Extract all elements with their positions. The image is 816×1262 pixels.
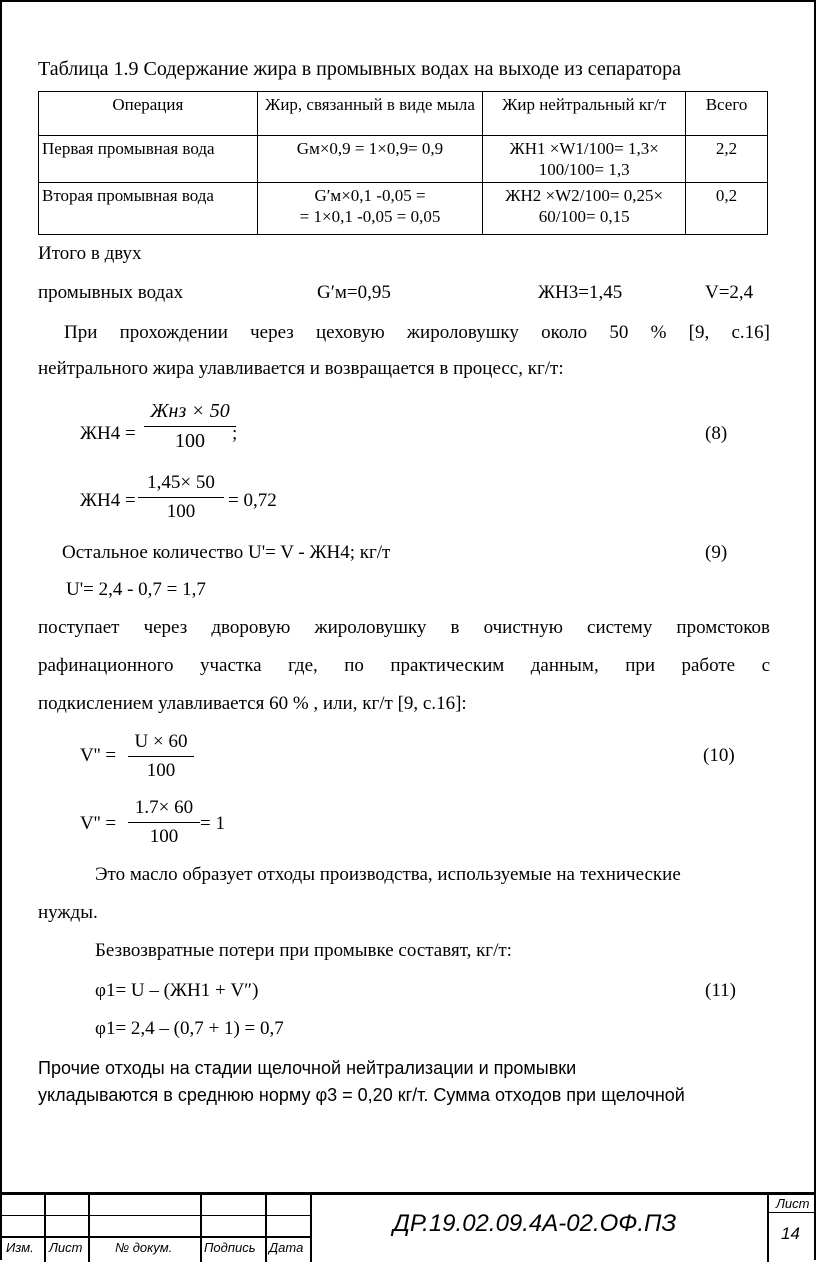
totals-zh: ЖН3=1,45	[538, 282, 623, 303]
table-header-row	[39, 92, 768, 136]
eq10-fraction	[128, 731, 194, 782]
eq8b-lhs: ЖН4 =	[80, 490, 136, 511]
stamp-col-doc: № докум.	[115, 1240, 173, 1255]
eq11b-text: φ1= 2,4 – (0,7 + 1) = 0,7	[95, 1018, 284, 1039]
eq10b-fraction	[128, 797, 200, 848]
eq8-denominator: 100	[175, 430, 205, 452]
eq10b-denominator: 100	[149, 826, 179, 847]
paragraph-line: Безвозвратные потери при промывке составят, кг/т:	[95, 940, 512, 961]
header-neutral: Жир нейтральный кг/т	[483, 92, 686, 136]
header-soap: Жир, связанный в виде мыла	[257, 92, 483, 136]
cell-soap-line2: = 1×0,1 -0,05 = 0,05	[299, 207, 441, 226]
cell-neutral	[483, 183, 686, 235]
cell-neutral-line1: ЖН1 ×W1/100= 1,3×	[509, 139, 659, 158]
paragraph-line: Прочие отходы на стадии щелочной нейтрализации и промывки	[38, 1058, 577, 1078]
document-number: ДР.19.02.09.4А-02.ОФ.ПЗ	[393, 1210, 677, 1237]
stamp-col-date: Дата	[269, 1240, 304, 1255]
fat-table	[38, 91, 768, 235]
eq8b-fraction	[138, 472, 224, 523]
stamp-col-list: Лист	[49, 1240, 83, 1255]
eq8-fraction	[144, 400, 236, 453]
eq9b-text: U'= 2,4 - 0,7 = 1,7	[66, 579, 206, 600]
table-caption: Таблица 1.9 Содержание жира в промывных водах на выходе из сепаратора	[38, 58, 682, 80]
totals-label-line2: промывных водах	[38, 282, 184, 303]
eq10b-lhs: V'' =	[80, 813, 117, 834]
cell-operation: Первая промывная вода	[39, 136, 258, 183]
totals-label-line1: Итого в двух	[38, 243, 142, 264]
cell-neutral-line2: 100/100= 1,3	[538, 160, 630, 179]
eq10-lhs: V'' =	[80, 745, 117, 766]
eq10b-tail: = 1	[200, 813, 225, 834]
totals-g: G′м=0,95	[317, 282, 391, 303]
paragraph-line: Это масло образует отходы производства, используемые на технические	[95, 864, 681, 885]
cell-soap: Gм×0,9 = 1×0,9= 0,9	[257, 136, 483, 183]
paragraph-line: рафинационного участка где, по практическим данным, при работе с	[38, 655, 770, 676]
cell-total: 0,2	[686, 183, 768, 235]
cell-soap-line1: G′м×0,1 -0,05 =	[314, 186, 426, 205]
eq10-denominator: 100	[146, 760, 176, 781]
paragraph-line: укладываются в среднюю норму φ3 = 0,20 кг/т. Сумма отходов при щелочной	[38, 1085, 685, 1105]
eq9-text: Остальное количество U'= V - ЖН4; кг/т	[62, 542, 391, 563]
stamp-col-sign: Подпись	[204, 1240, 256, 1255]
eq11-text: φ1= U – (ЖН1 + V″)	[95, 980, 259, 1001]
eq9-number: (9)	[705, 542, 728, 563]
table-row	[39, 136, 768, 183]
cell-soap	[257, 183, 483, 235]
eq10-numerator: U × 60	[128, 731, 194, 757]
cell-operation: Вторая промывная вода	[39, 183, 258, 235]
eq11-number: (11)	[705, 980, 736, 1001]
cell-total: 2,2	[686, 136, 768, 183]
table-row	[39, 183, 768, 235]
eq8b-numerator: 1,45× 50	[138, 472, 224, 498]
paragraph-line: нейтрального жира улавливается и возвращается в процесс, кг/т:	[38, 358, 564, 379]
paragraph-line: подкислением улавливается 60 % , или, кг/т [9, с.16]:	[38, 693, 467, 714]
eq8-lhs: ЖН4 =	[80, 423, 136, 444]
cell-neutral-line2: 60/100= 0,15	[538, 207, 630, 226]
stamp-sheet-number: 14	[781, 1224, 800, 1243]
paragraph-line: При прохождении через цеховую жироловушку около 50 % [9, с.16]	[64, 322, 770, 343]
stamp-col-izm: Изм.	[6, 1240, 34, 1255]
eq10b-numerator: 1.7× 60	[128, 797, 200, 823]
eq10-number: (10)	[703, 745, 735, 766]
cell-neutral-line1: ЖН2 ×W2/100= 0,25×	[505, 186, 664, 205]
eq8b-denominator: 100	[166, 501, 196, 522]
totals-v: V=2,4	[705, 282, 754, 303]
eq8-numerator: Жнз × 50	[144, 400, 236, 427]
header-operation: Операция	[39, 92, 258, 136]
header-total: Всего	[686, 92, 768, 136]
eq8b-tail: = 0,72	[228, 490, 277, 511]
eq8-tail: ;	[232, 423, 238, 444]
eq8-number: (8)	[705, 423, 728, 444]
cell-neutral	[483, 136, 686, 183]
stamp-sheet-label: Лист	[776, 1196, 810, 1211]
paragraph-line: поступает через дворовую жироловушку в очистную систему промстоков	[38, 617, 770, 638]
paragraph-line: нужды.	[38, 902, 98, 923]
